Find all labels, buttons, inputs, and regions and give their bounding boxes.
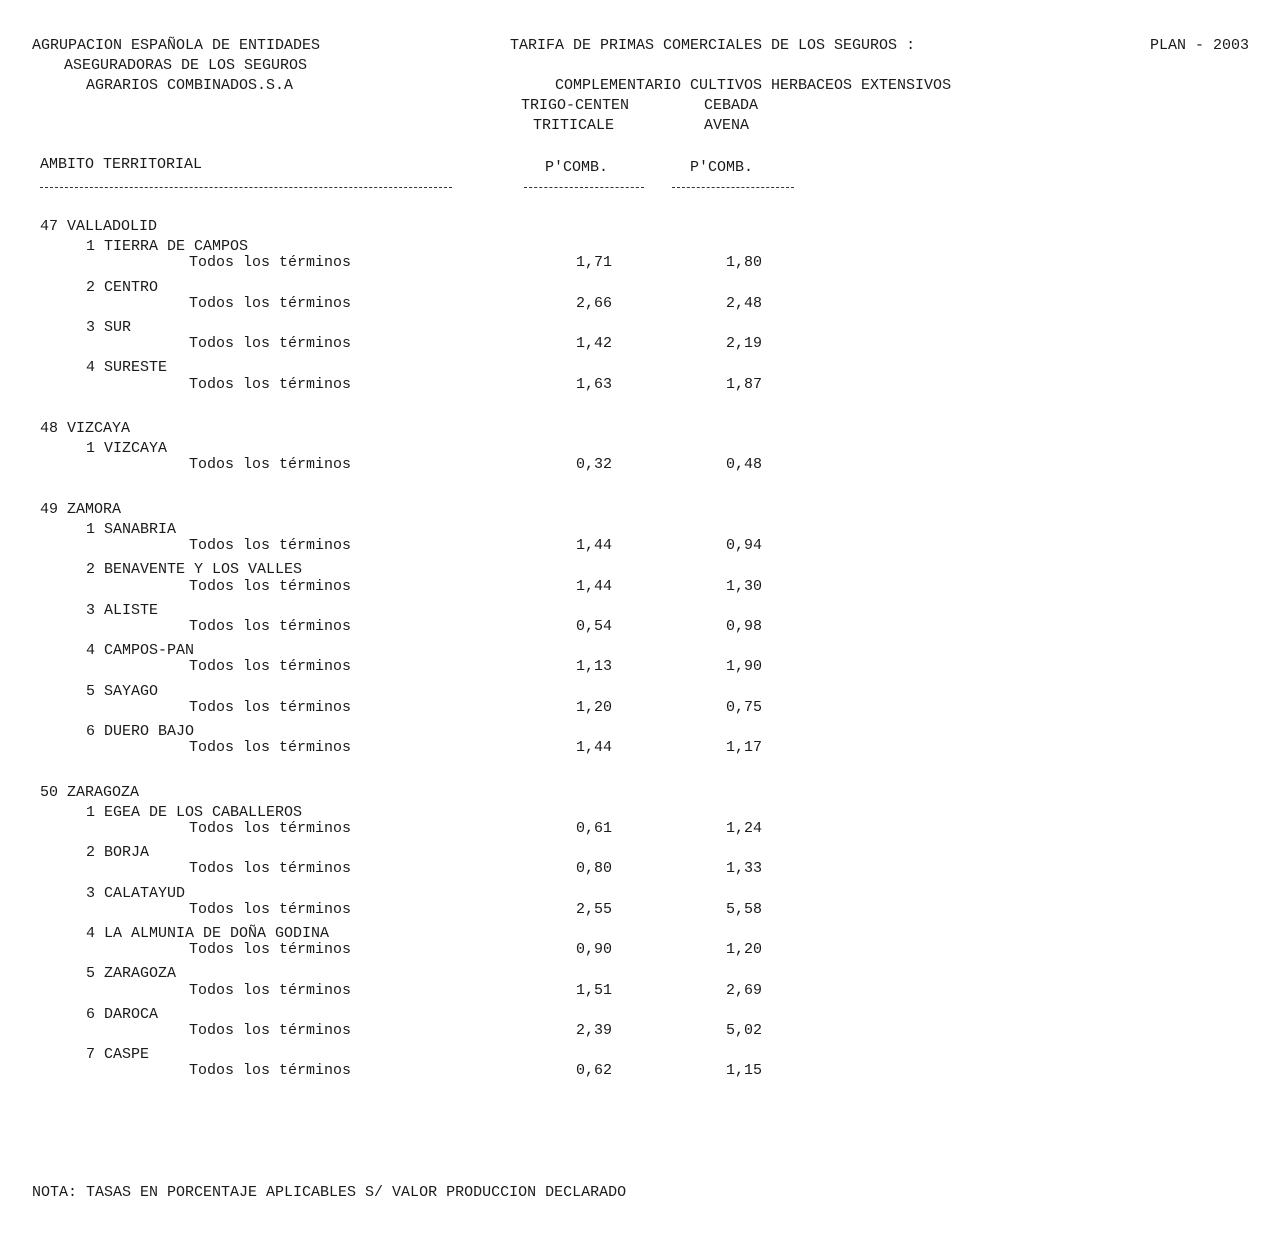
rate-cebada: 1,15 [725, 1062, 762, 1080]
rate-cebada: 1,30 [725, 577, 762, 595]
term-label: Todos los términos [189, 820, 352, 837]
term-label: Todos los términos [189, 860, 352, 878]
term-label: Todos los términos [189, 739, 352, 757]
rate-cebada: 5,58 [725, 900, 762, 918]
province-heading: 48 VIZCAYA [40, 420, 131, 437]
comarca-name: 3 ALISTE [86, 601, 159, 619]
province-heading: 49 ZAMORA [40, 500, 122, 518]
rate-trigo: 0,61 [575, 820, 612, 837]
term-label: Todos los términos [189, 577, 352, 595]
col2-underline [672, 187, 794, 188]
document-title: TARIFA DE PRIMAS COMERCIALES DE LOS SEGUROS : [510, 37, 916, 54]
term-label: Todos los términos [189, 941, 352, 959]
rate-cebada: 0,75 [725, 698, 762, 716]
rate-cebada: 5,02 [725, 1022, 762, 1039]
term-label: Todos los términos [189, 294, 352, 312]
province-heading: 47 VALLADOLID [40, 218, 158, 235]
col1-crop-line-1: TRIGO-CENTEN [521, 97, 630, 114]
rate-cebada: 1,24 [725, 820, 762, 837]
term-label: Todos los términos [189, 900, 352, 918]
comarca-name: 5 SAYAGO [86, 682, 159, 700]
col2-crop-line-1: CEBADA [704, 97, 759, 114]
comarca-name: 1 SANABRIA [86, 521, 177, 538]
term-label: Todos los términos [189, 456, 352, 474]
comarca-name: 3 CALATAYUD [86, 884, 186, 902]
comarca-name: 6 DAROCA [86, 1005, 159, 1023]
rate-cebada: 1,20 [725, 941, 762, 959]
rate-cebada: 1,33 [725, 860, 762, 878]
col1-crop-line-2: TRITICALE [533, 117, 615, 134]
ambito-header: AMBITO TERRITORIAL [40, 156, 203, 173]
comarca-name: 2 BENAVENTE Y LOS VALLES [86, 561, 303, 579]
term-label: Todos los términos [189, 254, 352, 272]
org-line-3: AGRARIOS COMBINADOS.S.A [86, 77, 294, 94]
province-heading: 50 ZARAGOZA [40, 783, 140, 801]
ambito-underline [40, 187, 452, 188]
comarca-name: 1 VIZCAYA [86, 440, 168, 458]
rate-trigo: 1,13 [575, 658, 612, 676]
comarca-name: 2 CENTRO [86, 278, 159, 296]
rate-cebada: 0,48 [725, 456, 762, 474]
comarca-name: 4 LA ALMUNIA DE DOÑA GODINA [86, 925, 330, 942]
term-label: Todos los términos [189, 981, 352, 999]
col2-crop-line-2: AVENA [704, 117, 750, 134]
rate-trigo: 1,20 [575, 698, 612, 716]
term-label: Todos los términos [189, 698, 352, 716]
org-line-2: ASEGURADORAS DE LOS SEGUROS [64, 57, 308, 74]
rate-trigo: 1,44 [575, 537, 612, 555]
term-label: Todos los términos [189, 658, 352, 676]
comarca-name: 1 TIERRA DE CAMPOS [86, 238, 249, 256]
rate-trigo: 2,39 [575, 1022, 612, 1039]
comarca-name: 3 SUR [86, 319, 132, 336]
col1-underline [524, 187, 644, 188]
rate-trigo: 2,55 [575, 900, 612, 918]
comarca-name: 6 DUERO BAJO [86, 723, 195, 740]
rate-trigo: 0,32 [575, 456, 612, 474]
term-label: Todos los términos [189, 1022, 352, 1039]
col2-header: P'COMB. [690, 159, 754, 176]
rate-cebada: 1,87 [725, 375, 762, 393]
rate-trigo: 2,66 [575, 294, 612, 312]
comarca-name: 4 SURESTE [86, 359, 168, 377]
rate-trigo: 0,54 [575, 618, 612, 635]
rate-cebada: 0,98 [725, 618, 762, 635]
org-line-1: AGRUPACION ESPAÑOLA DE ENTIDADES [32, 37, 321, 54]
footer-note: NOTA: TASAS EN PORCENTAJE APLICABLES S/ VALOR PRODUCCION DECLARADO [32, 1184, 627, 1201]
plan-label: PLAN - 2003 [1150, 37, 1250, 54]
rate-trigo: 0,62 [575, 1062, 612, 1080]
rate-cebada: 1,17 [725, 739, 762, 757]
rate-cebada: 2,48 [725, 294, 762, 312]
rate-cebada: 2,19 [725, 335, 762, 353]
rate-trigo: 0,80 [575, 860, 612, 878]
comarca-name: 2 BORJA [86, 844, 150, 862]
comarca-name: 1 EGEA DE LOS CABALLEROS [86, 803, 303, 821]
rate-trigo: 1,51 [575, 981, 612, 999]
rate-trigo: 1,44 [575, 739, 612, 757]
rate-trigo: 1,71 [575, 254, 612, 272]
col1-header: P'COMB. [545, 159, 609, 176]
rate-trigo: 1,42 [575, 335, 612, 353]
rate-trigo: 1,63 [575, 375, 612, 393]
rate-cebada: 1,80 [725, 254, 762, 272]
rate-trigo: 0,90 [575, 941, 612, 959]
document-subtitle: COMPLEMENTARIO CULTIVOS HERBACEOS EXTENSIVOS [555, 77, 952, 94]
rate-cebada: 1,90 [725, 658, 762, 676]
term-label: Todos los términos [189, 1062, 352, 1080]
rate-cebada: 0,94 [725, 537, 762, 555]
term-label: Todos los términos [189, 537, 352, 555]
rate-cebada: 2,69 [725, 981, 762, 999]
term-label: Todos los términos [189, 335, 352, 353]
comarca-name: 7 CASPE [86, 1046, 150, 1064]
term-label: Todos los términos [189, 375, 352, 393]
comarca-name: 5 ZARAGOZA [86, 965, 177, 983]
comarca-name: 4 CAMPOS-PAN [86, 642, 195, 660]
term-label: Todos los términos [189, 618, 352, 635]
rate-trigo: 1,44 [575, 577, 612, 595]
